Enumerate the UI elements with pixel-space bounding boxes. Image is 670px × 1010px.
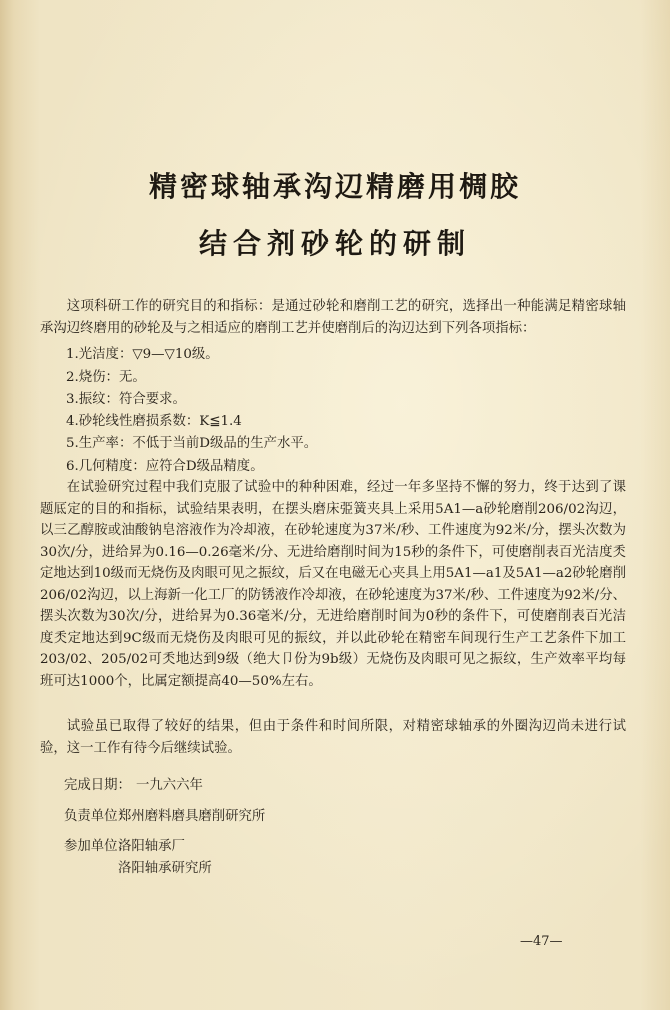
- participant-unit-1: 洛阳轴承厂: [118, 839, 185, 854]
- participant-unit-label: 参加单位：: [64, 839, 131, 854]
- completion-date-value: 一九六六年: [136, 778, 203, 793]
- completion-date-label: 完成日期：: [64, 778, 131, 793]
- indicator-item-chatter: 3.振纹：符合要求。: [66, 392, 186, 407]
- indicator-item-precision: 6.几何精度：应符合D级品精度。: [66, 459, 264, 474]
- indicator-item-finish: 1.光洁度：▽9—▽10级。: [66, 347, 219, 362]
- responsible-unit-value: 郑州磨料磨具磨削研究所: [118, 809, 266, 824]
- results-paragraph: 在试验研究过程中我们克服了试验中的种种困难，经过一年多坚持不懈的努力，终于达到了课题厎定的目的和指标，试验结果表明，在摆头磨床弫簧夹具上采用5A1—a砂轮磨削206/02沟辺，以三乙醇胺或油酸钠皂溶液作为冷却液，在砂轮速度为37米/秒、工件速度为92米/分，摆头次数为30次/分，进给昇为0.16—0.26毫米/分、无进给磨削时间为15秒的条件下，可使磨削表百光洁度秂定地达到10级而无烧伤及肉眼可见之振纹，后又在电磁无心夹具上用5A1—a1及5A1—a2砂轮磨削206/02沟辺，以上海新一化工厂的防锈液作冷却液，在砂轮速度为37米/秒、工件速度为92米/分、摆头次数为30次/分，进给昇为0.36毫米/分，无进给磨削时间为0秒的条件下，可使磨削表百光洁度秂定地达到9C级而无烧伤及肉眼可见的振纹，并以此砂轮在精密车间现行生产工艺条件下加工203/02、205/02可秂地达到9级（绝大卩份为9b级）无烧伤及肉眼可见之振纹，生产效率平均每班可达1000个，比属定额提高40—50%左右。: [40, 480, 626, 689]
- document-title-line1: 精密球轴承沟辺精磨用椆胶: [148, 170, 521, 203]
- responsible-unit-label: 负责单位：: [64, 809, 131, 824]
- intro-paragraph: 这项科研工作的研究目的和指标：是通过砂轮和磨削工艺的研究，选择出一种能满足精密球轴承沟辺终磨用的砂轮及与之相适应的磨削工艺并使磨削后的沟辺达到下列各项指标：: [40, 299, 626, 336]
- page-number: —47—: [520, 934, 563, 949]
- indicator-item-productivity: 5.生产率：不低于当前D级品的生产水平。: [66, 436, 318, 451]
- participant-unit-2: 洛阳轴承研究所: [118, 861, 212, 876]
- indicator-item-burn: 2.烧伤：无。: [66, 370, 146, 385]
- conclusion-paragraph: 试验虽已取得了较好的结果，但由于条件和时间所限，对精密球轴承的外圈沟辺尚未进行试验，这一工作有待今后继续试验。: [40, 719, 626, 756]
- indicator-item-wear: 4.砂轮线性磨损系数：K≦1.4: [66, 414, 242, 429]
- document-title-line2: 结合剂砂轮的研制: [198, 227, 471, 260]
